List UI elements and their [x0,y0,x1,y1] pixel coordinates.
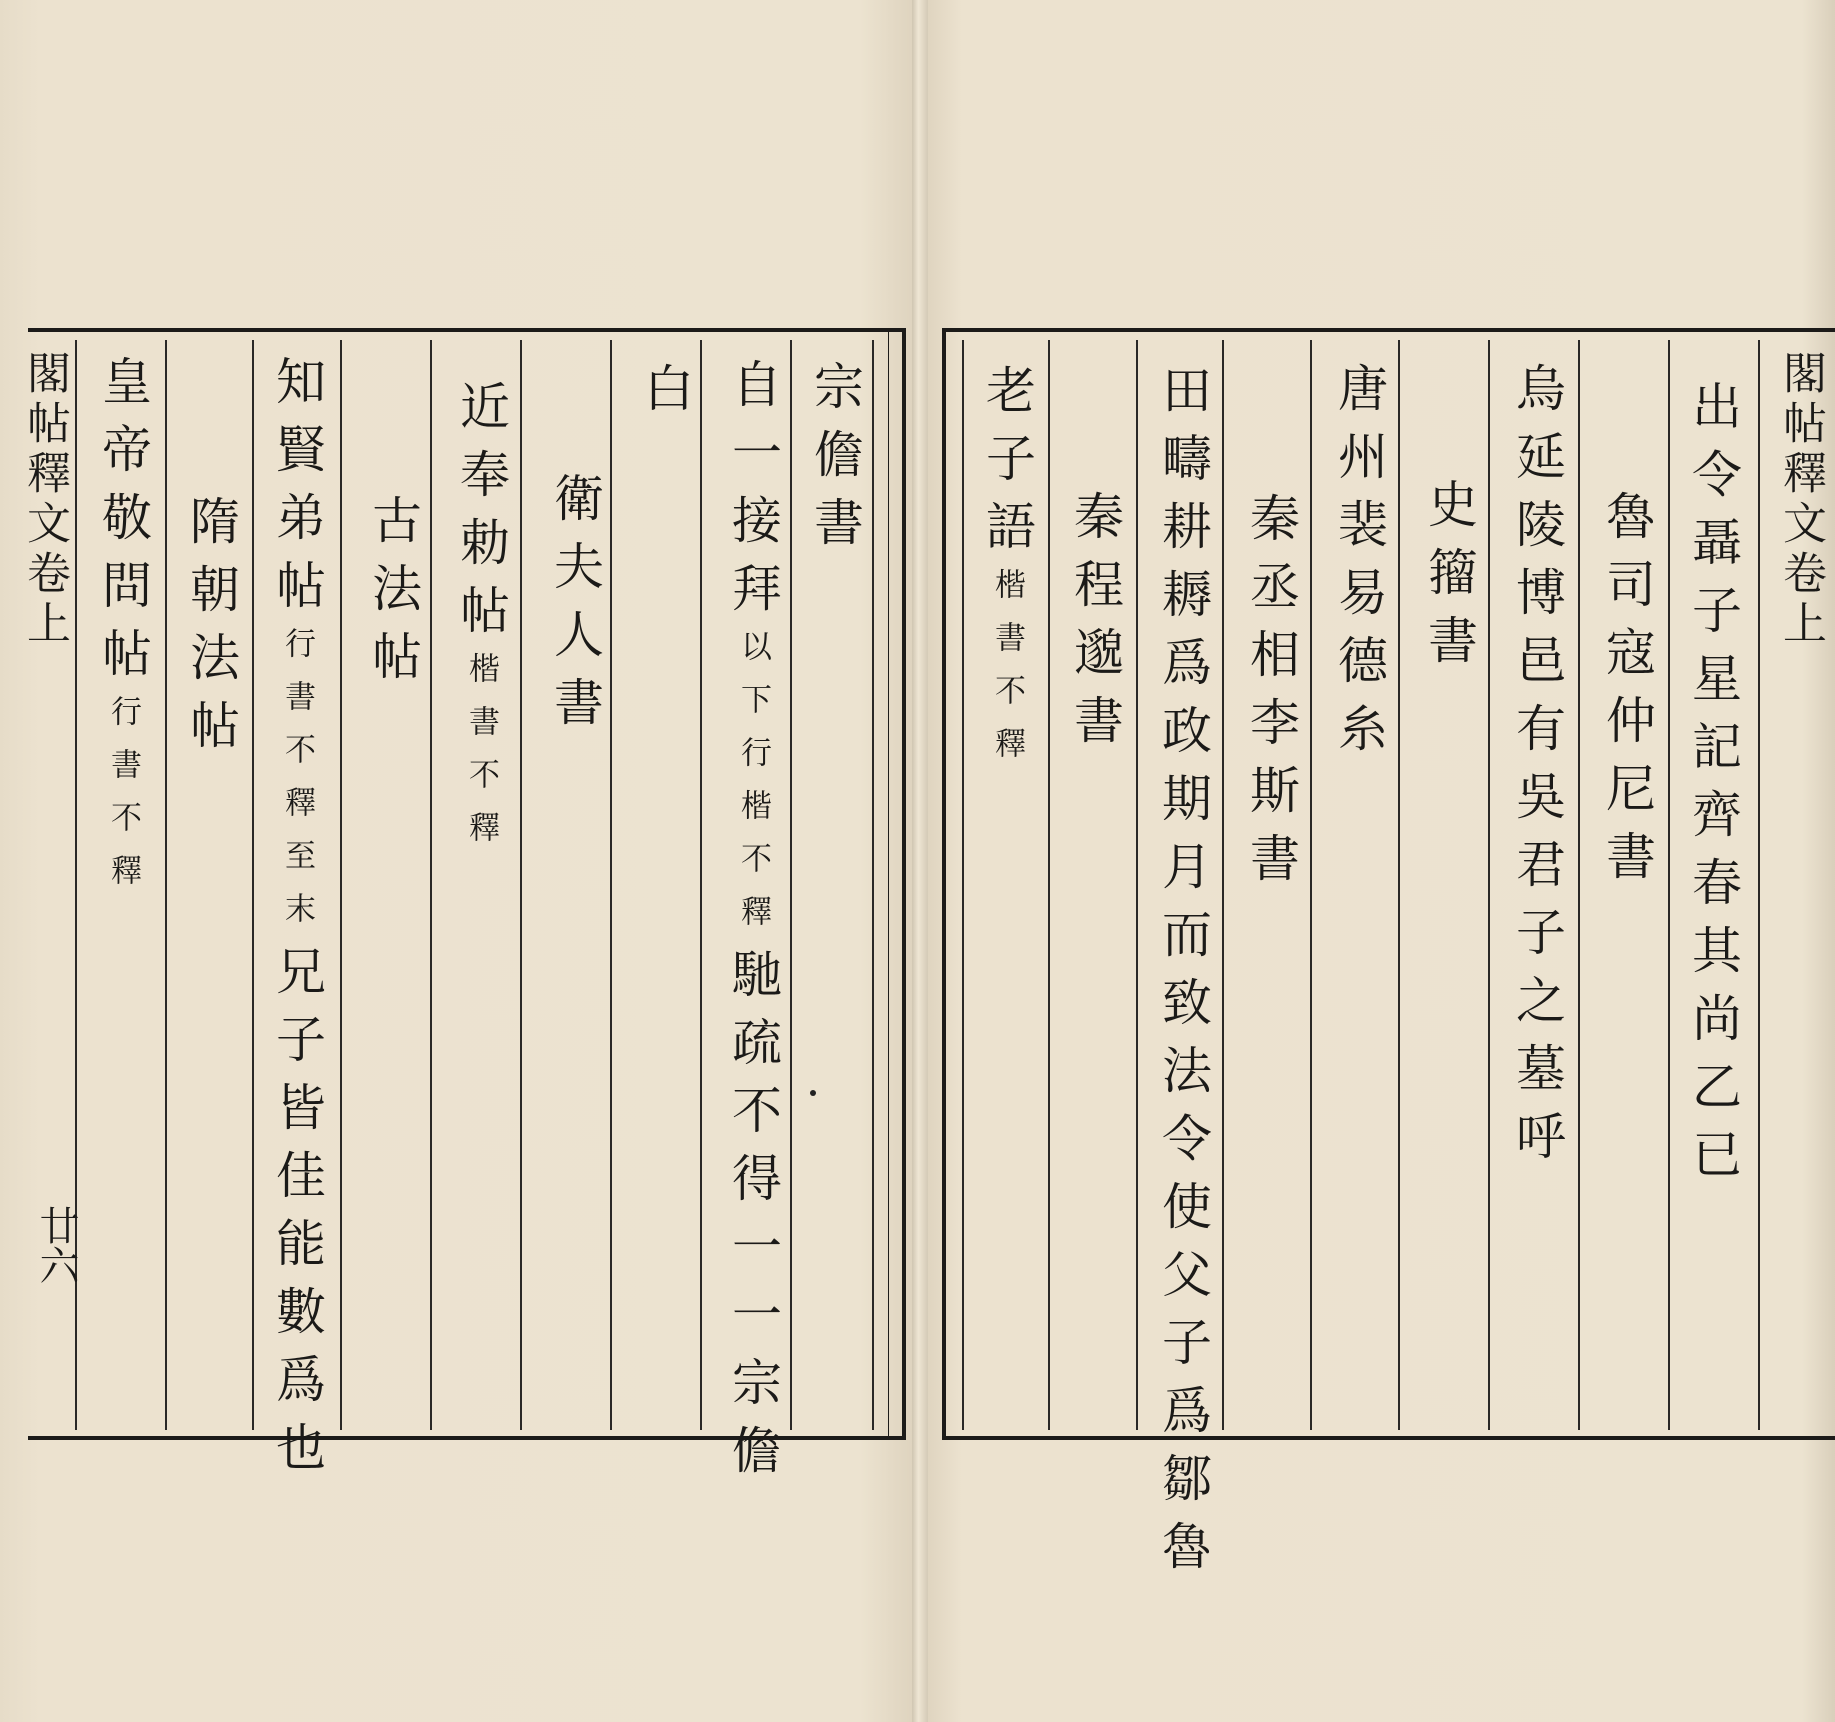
right-col-line [962,340,964,1430]
column-text: 隋朝法帖 [182,495,240,767]
page-number: 廿六 [33,1205,79,1285]
column-text: 知賢弟帖 [268,355,326,627]
right-text-column: 烏延陵博邑有吳君子之墓呼 [1508,362,1566,1178]
right-col-line [1222,340,1224,1430]
right-col-line [1758,340,1760,1430]
left-text-column [182,495,240,767]
right-text-column: 老子語楷書不釋 [978,364,1036,780]
right-text-column: 出令聶子星記齊春其尚乙已 [1684,380,1742,1196]
left-text-column [724,358,782,1492]
column-text: 近奉勅帖 [452,380,510,652]
right-margin-title: 閣帖釋文卷上 [1775,350,1826,650]
left-text-column [268,355,326,1489]
left-col-line [790,340,792,1430]
left-col-line [252,340,254,1430]
column-text: 皇帝敬問帖 [94,355,152,695]
left-col-line [700,340,702,1430]
column-annotation: 楷書不釋 [463,652,499,864]
left-margin-title: 閣帖釋文卷上 [19,350,70,650]
right-col-line [1136,340,1138,1430]
left-text-column [94,355,152,907]
left-col-line [430,340,432,1430]
right-col-line [1578,340,1580,1430]
left-text-column [546,472,604,744]
column-text: 衛夫人書 [546,472,604,744]
book-gutter [912,0,928,1722]
right-col-line [1398,340,1400,1430]
right-text-column: 史籀書 [1420,478,1478,682]
left-page-frame-right-border [888,328,906,1440]
column-annotation: 行書不釋 [105,695,141,907]
left-col-line [520,340,522,1430]
column-text: 自一接拜 [724,358,782,630]
right-text-column: 唐州裴易德糸 [1330,362,1388,770]
column-annotation: 行書不釋至末 [279,627,315,945]
left-col-line [610,340,612,1430]
left-col-line [872,340,874,1430]
right-text-column: 秦程邈書 [1066,490,1124,762]
left-col-line [340,340,342,1430]
ink-dot [810,1090,816,1096]
right-col-line [1310,340,1312,1430]
right-text-column: 魯司寇仲尼書 [1598,490,1656,898]
left-text-column [806,360,864,564]
left-col-line [165,340,167,1430]
right-col-line [1048,340,1050,1430]
right-text-column: 秦丞相李斯書 [1242,492,1300,900]
right-col-line [1488,340,1490,1430]
column-annotation: 以下行楷不釋 [735,630,771,948]
column-text: 兄子皆佳能數爲也 [268,945,326,1489]
right-col-line [1668,340,1670,1430]
left-text-column [452,380,510,864]
column-text: 古法帖 [364,494,422,698]
column-text: 馳疏不得一一宗儋 [724,948,782,1492]
left-text-column [636,362,694,430]
column-text: 白 [636,362,694,430]
left-text-column [364,494,422,698]
column-text: 宗儋書 [806,360,864,564]
right-text-column: 田疇耕耨爲政期月而致法令使父子爲鄒魯 [1154,364,1212,1588]
